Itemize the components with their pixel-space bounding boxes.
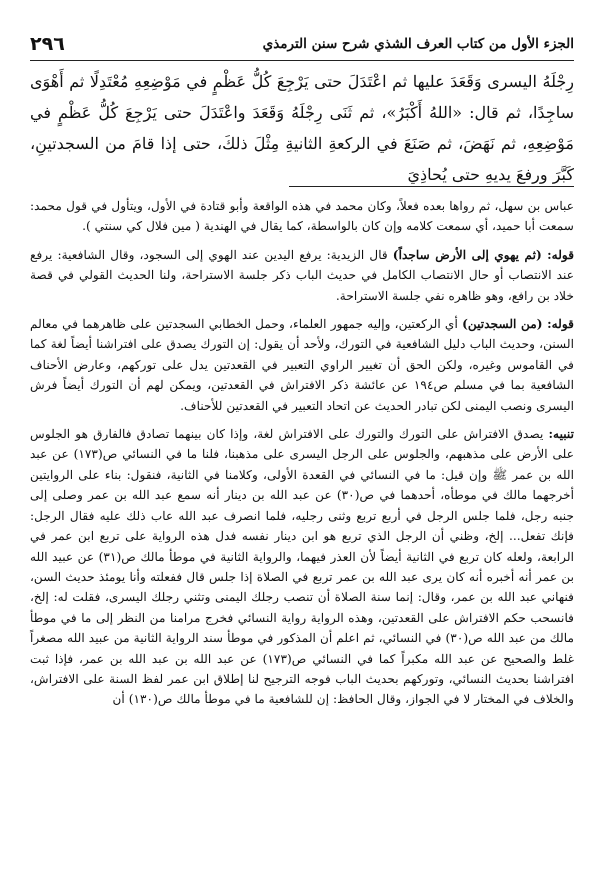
commentary-text: يصدق الافتراش على التورك والتورك على الافتراش لغة، وإذا كان بينهما تصادق فالفارق هو الجلوس على الأرض على مذهبهم، والجلوس على الرجل اليسرى على مذهبنا، فلنا ما في النسائي ص(١٧٣) عن عبد الله بن عمر ﷺ وإن قيل: ما في النسائي في القعدة الأولى، وكلامنا في الثانية، فنقول: بناء على الروايتين أخرجهما مالك في موطأه، أحدهما في ص(٣٠) عن عبد الله بن دينار أنه سمع عبد الله بن عمر وصلى إلى جنبه رجل، فلما جلس الرجل في أربع تربع وثنى رجليه، فلما انصرف عبد الله عاب ذلك عليه فقال الرجل: فإنك تفعل... إلخ، وظني أن الرجل الذي تربع هو ابن دينار نفسه فدل هذه الرواية على تربع ابن عمر في الرابعة، ولعله كان تربع في الثانية أيضاً لأن العذر فيهما، والرواية الثانية في موطأ مالك ص(٣١) عن عبيد الله بن عمر أنه أخبره أنه كان يرى عبد الله بن عمر تربع في الصلاة إذا جلس قال ففعلته وأنا يومئذ حديث السن، فنهاني عبد الله بن عمر، وقال: إنما سنة الصلاة أن تنصب رجلك اليمنى وتثني رجلك اليسرى، فقلت له: إلخ، فانسحب حكم الافتراش على القعدتين، وهذه الرواية رواية النسائي فخرج مرامنا من النظر إلى ما في موطأ مالك من عبد الله ص(٣٠) في النسائي، ثم اعلم أن المذكور في موطأ سند الرواية الثانية من عبيد الله مصغراً غلط والصحيح عن عبد الله مكبراً كما في النسائي ص(١٧٣) عن عبد الله بن عبد الله بن عمر، فإذا ثبت افتراشنا بحديث النسائي، وتوركهم بحديث الباب فوجه الترجيح لنا إطلاق ابن عمر لفظ السنة على الافتراش، والخلاف في المختار لا في الجواز، وقال الحافظ: إن للشافعية ما في موطأ مالك ص(١٣٠) أن <box>30 427 575 707</box>
commentary-text: أي الركعتين، وإليه جمهور العلماء، وحمل الخطابي السجدتين على ظاهرهما في معالم السنن، وحديث الباب دليل الشافعية في التورك، ولأحد أن يقول: إن التورك يصدق على افتراشنا أيضاً لغة كما في القاموس وغيره، ولكن الحق أن تغيير الراوي التعبير في القعدتين يدل على توركهم، وعارض الأحناف الشافعية بما في مسلم ص١٩٤ عن عائشة ذكر الافتراش في القعدتين، ويمكن لهم أن التورك أيضاً فرش اليسرى ونصب اليمنى لكن تبادر الحديث عن اتحاد التعبير في القعدتين للأحناف. <box>30 317 575 413</box>
commentary-paragraph <box>30 424 574 710</box>
commentary-heading: تنبيه: <box>548 427 574 442</box>
commentary-paragraph <box>30 196 574 237</box>
commentary-heading: قوله: (ثم يهوي إلى الأرض ساجداً) <box>392 247 575 262</box>
footnote-divider <box>289 186 574 187</box>
commentary-text: قال الزيدية: يرفع اليدين عند الهوي إلى السجود، وقال الشافعية: يرفع عند الانتصاب أو حال الانتصاب الكامل في حديث الباب ذكر جلسة الاستراحة، ولنا الحديث القولي في قصة خلاد بن رافع، وهو ظاهره نفي جلسة الاستراحة. <box>30 247 574 303</box>
page-header <box>30 28 574 61</box>
page-number: ٢٩٦ <box>30 33 65 55</box>
commentary-paragraph <box>30 245 574 306</box>
commentary-heading: قوله: (من السجدتين) <box>462 317 575 332</box>
running-title: الجزء الأول من كتاب العرف الشذي شرح سنن الترمذي <box>262 36 574 52</box>
hadith-text: رِجْلَهُ اليسرى وَقَعَدَ عليها ثم اعْتَدَلَ حتى يَرْجِعَ كُلُّ عَظْمٍ في مَوْضِعِهِ مُعْتَدِلًا ثم أَهْوَى ساجِدًا، ثم قال: «اللهُ أَكْبَرُ»، ثم ثَنَى رِجْلَهُ وَقَعَدَ واعْتَدَلَ حتى يَرْجِعَ كُلُّ عَظْمٍ في مَوْضِعِهِ، ثم نَهَضَ، ثم صَنَعَ في الركعةِ الثانيةِ مِثْلَ ذلكَ، حتى إذا قامَ من السجدتينِ، كَبَّرَ ورفعَ يديهِ حتى يُحاذِيَ <box>30 72 574 184</box>
commentary-text: عباس بن سهل، ثم رواها بعده فعلاً، وكان محمد في هذه الواقعة وأبو قتادة في الأول، ويتأول في قول محمد: سمعت أبا حميد، أي سمعت كلامه وإن كان بالواسطة، كما يقال في الهندية ( مين فلال كي سنتي ). <box>30 199 574 234</box>
commentary-paragraph <box>30 314 574 416</box>
commentary <box>30 196 574 718</box>
